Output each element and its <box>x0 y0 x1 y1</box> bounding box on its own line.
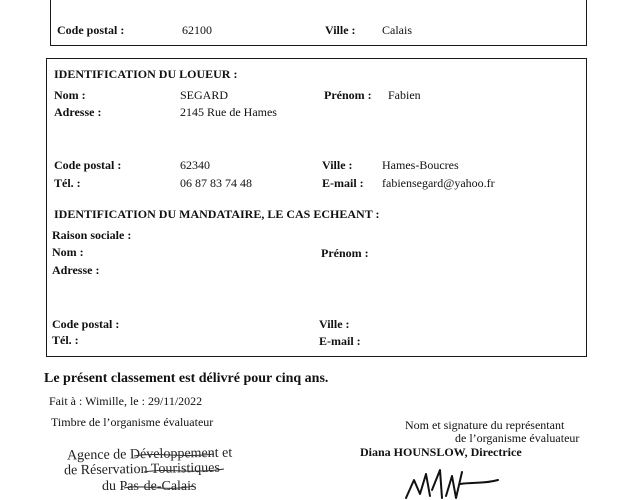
owner-address-box <box>50 0 587 46</box>
loueur-nom-label: Nom : <box>54 88 86 102</box>
loueur-ville-label: Ville : <box>322 158 353 172</box>
loueur-tel-label: Tél. : <box>54 176 81 190</box>
top-cp-label: Code postal : <box>57 23 125 37</box>
top-ville-value: Calais <box>382 23 412 37</box>
stamp-line-1: Agence de Développement et <box>66 445 233 464</box>
loueur-email-label: E-mail : <box>322 176 364 190</box>
loueur-cp-label: Code postal : <box>54 158 122 172</box>
classement-statement: Le présent classement est délivré pour cinq ans. <box>44 371 329 386</box>
identification-box <box>46 58 587 357</box>
loueur-email-value: fabiensegard@yahoo.fr <box>382 176 495 190</box>
loueur-heading: IDENTIFICATION DU LOUEUR : <box>54 67 238 81</box>
organisme-stamp <box>64 444 264 500</box>
signature-caption-2: de l’organisme évaluateur <box>455 431 580 445</box>
signatory-name: Diana HOUNSLOW, Directrice <box>360 445 522 459</box>
loueur-ville-value: Hames-Boucres <box>382 158 459 172</box>
mandataire-ville-label: Ville : <box>319 317 350 331</box>
loueur-prenom-value: Fabien <box>388 88 421 102</box>
mandataire-adresse-label: Adresse : <box>52 263 100 277</box>
stamp-line-2: de Réservation Touristiques <box>63 460 220 479</box>
timbre-label: Timbre de l’organisme évaluateur <box>51 415 214 429</box>
loueur-nom-value: SEGARD <box>180 88 229 102</box>
loueur-cp-value: 62340 <box>180 158 210 172</box>
mandataire-heading: IDENTIFICATION DU MANDATAIRE, LE CAS ECHEANT : <box>54 207 380 221</box>
top-cp-value: 62100 <box>182 23 212 37</box>
fait-a-line: Fait à : Wimille, le : 29/11/2022 <box>49 394 203 408</box>
top-ville-label: Ville : <box>325 23 356 37</box>
mandataire-tel-label: Tél. : <box>52 333 79 347</box>
loueur-tel-value: 06 87 83 74 48 <box>180 176 252 190</box>
loueur-adresse-label: Adresse : <box>54 105 102 119</box>
stamp-line-3: du Pas-de-Calais <box>102 479 197 494</box>
mandataire-prenom-label: Prénom : <box>321 246 369 260</box>
mandataire-email-label: E-mail : <box>319 334 361 348</box>
mandataire-raison-label: Raison sociale : <box>52 228 132 242</box>
mandataire-cp-label: Code postal : <box>52 317 120 331</box>
stamp-scribble <box>64 444 264 500</box>
loueur-adresse-value: 2145 Rue de Hames <box>180 105 277 119</box>
loueur-prenom-label: Prénom : <box>324 88 372 102</box>
mandataire-nom-label: Nom : <box>52 245 84 259</box>
signature-caption-1: Nom et signature du représentant <box>405 418 565 432</box>
signature-image <box>400 460 510 500</box>
